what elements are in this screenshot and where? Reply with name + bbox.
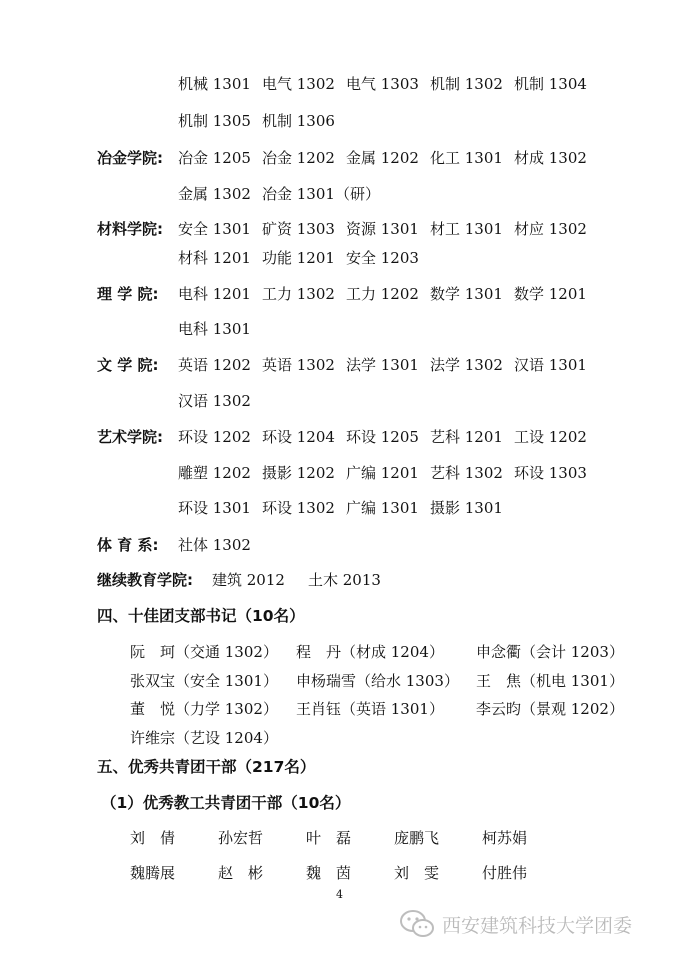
class-item: 金属 1202 bbox=[346, 149, 419, 167]
class-item: 材工 1301 bbox=[430, 220, 503, 238]
class-item: 社体 1302 bbox=[178, 536, 251, 554]
college-label: 艺术学院: bbox=[97, 428, 163, 446]
class-item: 机制 1306 bbox=[262, 112, 335, 130]
class-item: 艺科 1302 bbox=[430, 464, 503, 482]
class-item: 环设 1204 bbox=[262, 428, 335, 446]
secretary-item: 阮 珂（交通 1302） bbox=[130, 643, 278, 661]
class-item: 数学 1201 bbox=[514, 285, 587, 303]
secretary-item: 申杨瑞雪（给水 1303） bbox=[296, 672, 459, 690]
class-item: 摄影 1301 bbox=[430, 499, 503, 517]
class-item: 材成 1302 bbox=[514, 149, 587, 167]
class-item: 雕塑 1202 bbox=[178, 464, 251, 482]
class-item: 汉语 1301 bbox=[514, 356, 587, 374]
class-item: 材科 1201 bbox=[178, 249, 251, 267]
college-label: 文 学 院: bbox=[97, 356, 159, 374]
class-item: 环设 1205 bbox=[346, 428, 419, 446]
secretary-item: 程 丹（材成 1204） bbox=[296, 643, 444, 661]
college-label: 继续教育学院: bbox=[97, 571, 193, 589]
secretary-item: 董 悦（力学 1302） bbox=[130, 700, 278, 718]
name-item: 叶 磊 bbox=[306, 829, 352, 847]
name-item: 魏 茵 bbox=[306, 864, 352, 882]
class-item: 机制 1304 bbox=[514, 75, 587, 93]
class-item: 环设 1303 bbox=[514, 464, 587, 482]
name-item: 柯苏娟 bbox=[482, 829, 528, 847]
secretary-item: 许维宗（艺设 1204） bbox=[130, 729, 278, 747]
class-item: 冶金 1301（研） bbox=[262, 185, 380, 203]
class-item: 环设 1301 bbox=[178, 499, 251, 517]
class-item: 机械 1301 bbox=[178, 75, 251, 93]
class-item: 矿资 1303 bbox=[262, 220, 335, 238]
name-item: 赵 彬 bbox=[218, 864, 264, 882]
class-item: 安全 1301 bbox=[178, 220, 251, 238]
class-item: 英语 1302 bbox=[262, 356, 335, 374]
name-item: 刘 倩 bbox=[130, 829, 176, 847]
section-heading: 四、十佳团支部书记（10名） bbox=[97, 607, 305, 625]
name-item: 付胜伟 bbox=[482, 864, 528, 882]
class-item: 冶金 1202 bbox=[262, 149, 335, 167]
watermark-text: 西安建筑科技大学团委 bbox=[442, 914, 633, 937]
class-item: 法学 1301 bbox=[346, 356, 419, 374]
class-item: 摄影 1202 bbox=[262, 464, 335, 482]
name-item: 魏腾展 bbox=[130, 864, 176, 882]
college-label: 理 学 院: bbox=[97, 285, 159, 303]
class-item: 艺科 1201 bbox=[430, 428, 503, 446]
class-item: 广编 1201 bbox=[346, 464, 419, 482]
class-item: 土木 2013 bbox=[308, 571, 381, 589]
class-item: 金属 1302 bbox=[178, 185, 251, 203]
class-item: 功能 1201 bbox=[262, 249, 335, 267]
name-item: 孙宏哲 bbox=[218, 829, 264, 847]
class-item: 工力 1302 bbox=[262, 285, 335, 303]
secretary-item: 王 焦（机电 1301） bbox=[476, 672, 624, 690]
class-item: 安全 1203 bbox=[346, 249, 419, 267]
subsection-heading: （1）优秀教工共青团干部（10名） bbox=[101, 794, 351, 812]
class-item: 电气 1303 bbox=[346, 75, 419, 93]
class-item: 机制 1305 bbox=[178, 112, 251, 130]
class-item: 资源 1301 bbox=[346, 220, 419, 238]
wechat-icon bbox=[398, 908, 436, 940]
class-item: 化工 1301 bbox=[430, 149, 503, 167]
class-item: 材应 1302 bbox=[514, 220, 587, 238]
class-item: 数学 1301 bbox=[430, 285, 503, 303]
secretary-item: 申念衢（会计 1203） bbox=[476, 643, 624, 661]
college-label: 材料学院: bbox=[97, 220, 163, 238]
class-item: 环设 1202 bbox=[178, 428, 251, 446]
class-item: 建筑 2012 bbox=[212, 571, 285, 589]
class-item: 法学 1302 bbox=[430, 356, 503, 374]
section-heading: 五、优秀共青团干部（217名） bbox=[97, 758, 316, 776]
college-label: 体 育 系: bbox=[97, 536, 159, 554]
name-item: 刘 雯 bbox=[394, 864, 440, 882]
class-item: 机制 1302 bbox=[430, 75, 503, 93]
watermark bbox=[398, 908, 632, 940]
class-item: 工力 1202 bbox=[346, 285, 419, 303]
class-item: 电气 1302 bbox=[262, 75, 335, 93]
college-label: 冶金学院: bbox=[97, 149, 163, 167]
secretary-item: 王肖钰（英语 1301） bbox=[296, 700, 444, 718]
name-item: 庞鹏飞 bbox=[394, 829, 440, 847]
class-item: 广编 1301 bbox=[346, 499, 419, 517]
class-item: 冶金 1205 bbox=[178, 149, 251, 167]
class-item: 英语 1202 bbox=[178, 356, 251, 374]
class-item: 工设 1202 bbox=[514, 428, 587, 446]
secretary-item: 张双宝（安全 1301） bbox=[130, 672, 278, 690]
class-item: 环设 1302 bbox=[262, 499, 335, 517]
class-item: 电科 1201 bbox=[178, 285, 251, 303]
secretary-item: 李云昀（景观 1202） bbox=[476, 700, 624, 718]
class-item: 电科 1301 bbox=[178, 320, 251, 338]
class-item: 汉语 1302 bbox=[178, 392, 251, 410]
page-number: 4 bbox=[336, 888, 343, 901]
